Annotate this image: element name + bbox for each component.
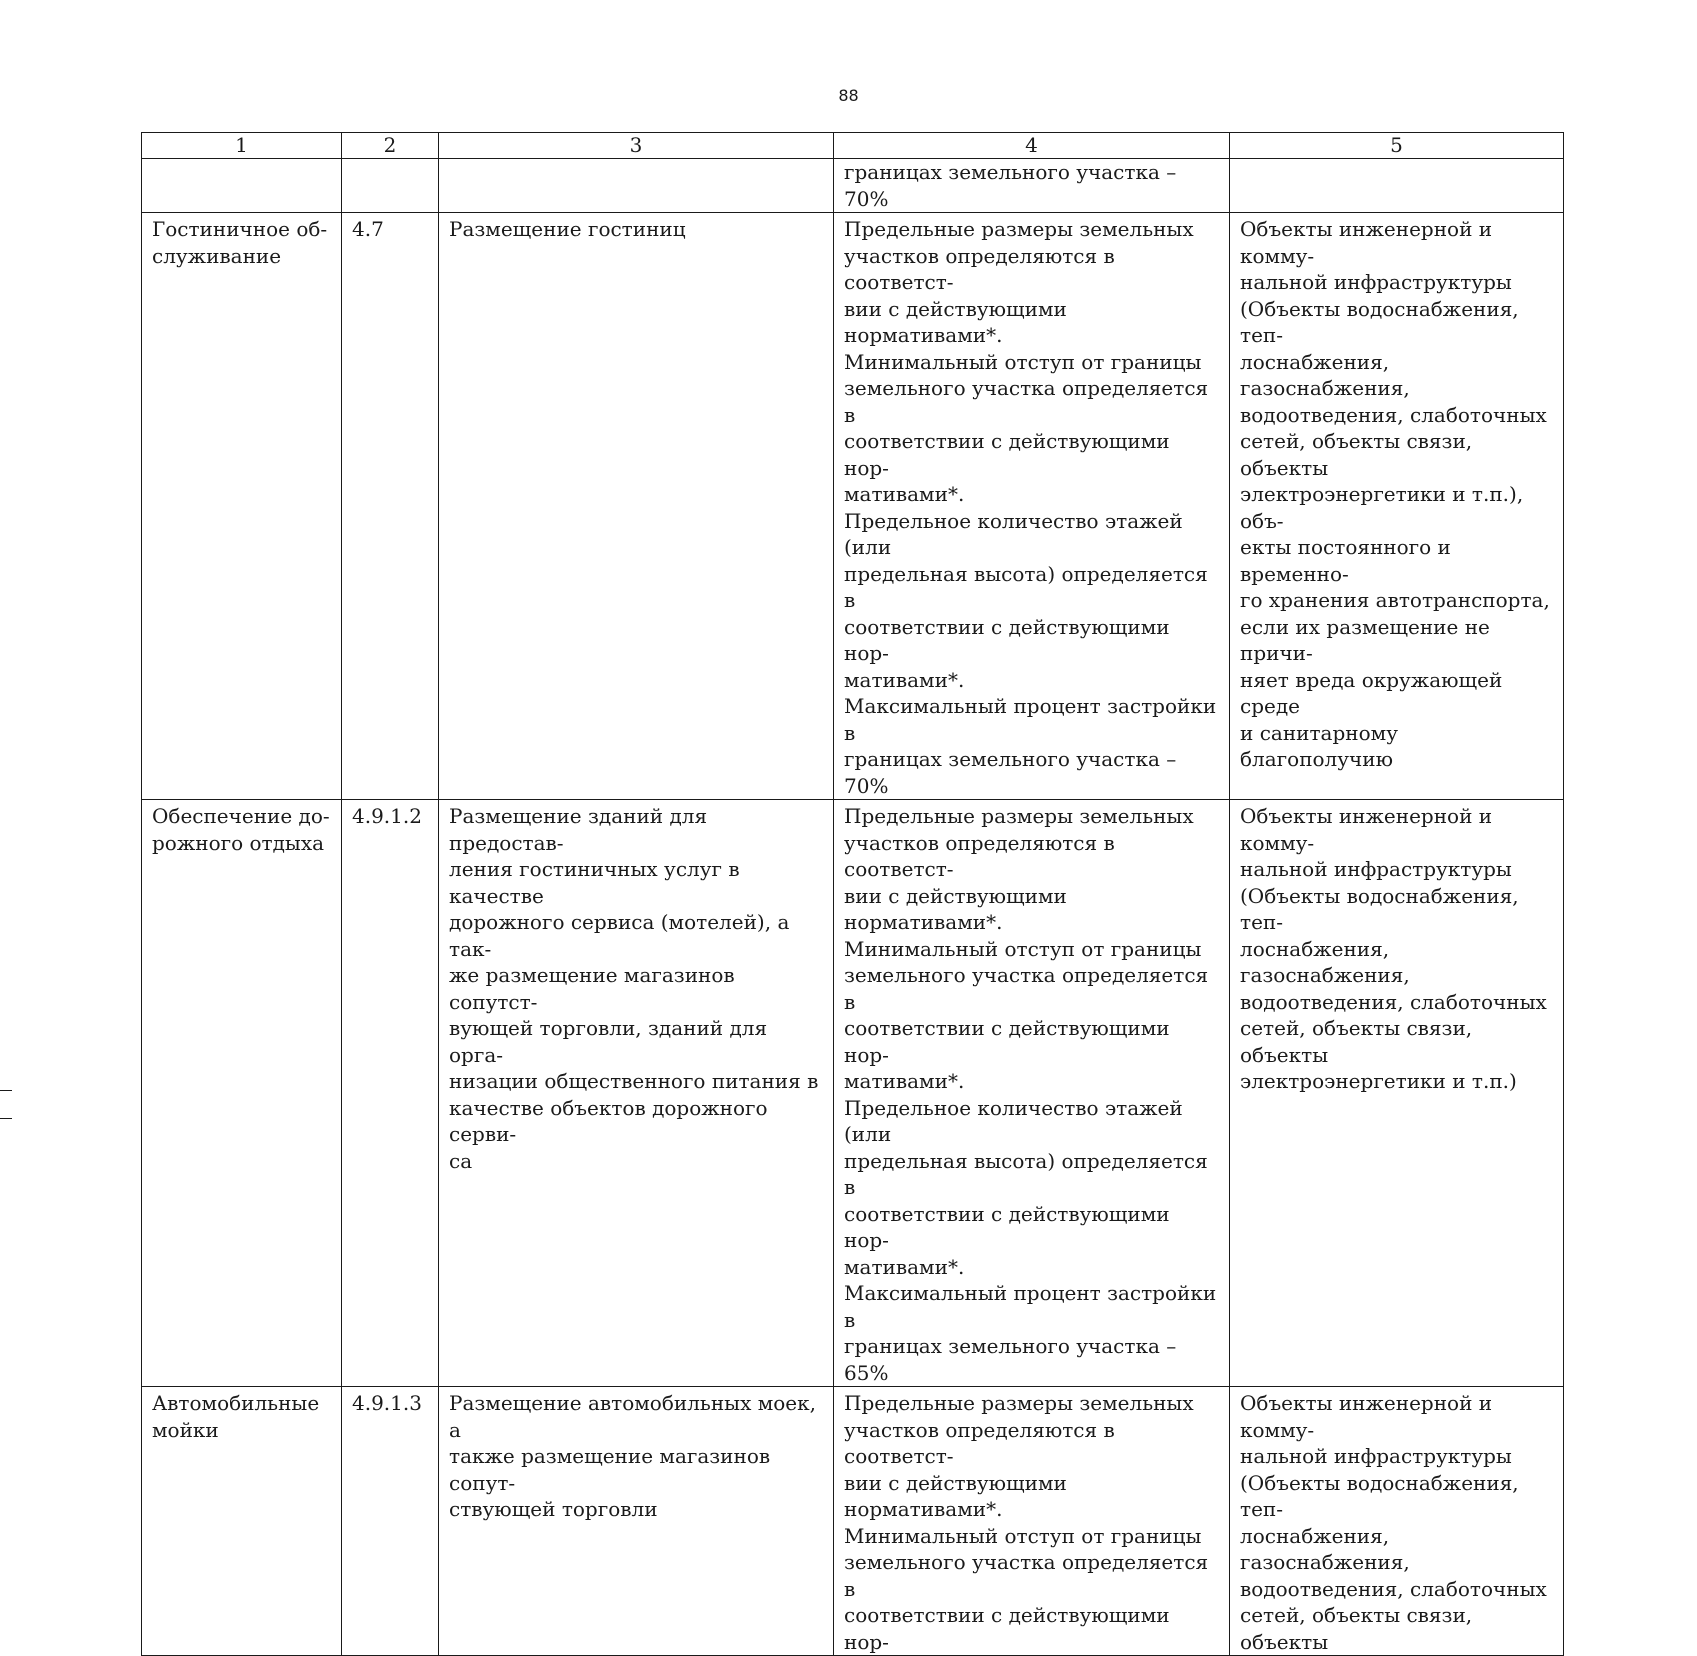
zoning-table (141, 132, 1564, 1656)
cont-cell-1 (142, 159, 342, 213)
continuation-row (142, 159, 1564, 213)
use-description: Размещение зданий для предостав- ления гостиничных услуг в качестве дорожного сервиса (мотелей), а так- же размещение магазинов сопутст- вующей торговли, зданий для орга- низации общественного питания в качестве объектов дорожного серви- са (439, 800, 834, 1387)
use-type-name: Обеспечение до- рожного отдыха (142, 800, 342, 1387)
auxiliary-uses: Объекты инженерной и комму- нальной инфраструктуры (Объекты водоснабжения, теп- лоснабжения, газоснабжения, водоотведения, слаботочных сетей, объекты связи, объекты электроэнергетики и т.п.) (1230, 800, 1564, 1387)
header-cell-4: 4 (834, 133, 1230, 159)
building-parameters: Предельные размеры земельных участков определяются в соответст- вии с действующими нормативами*. Минимальный отступ от границы земельного участка определяется в соответствии с действующими нор- мативами*. Предельное количество этажей (или предельная высота) определяется в соответствии с действующими нор- мативами*. Максимальный процент застройки в границах земельного участка – 65% (834, 800, 1230, 1387)
table-row (142, 213, 1564, 800)
use-type-code: 4.9.1.3 (342, 1387, 439, 1656)
binding-mark (0, 1118, 12, 1119)
cont-cell-4: границах земельного участка – 70% (834, 159, 1230, 213)
building-parameters: Предельные размеры земельных участков определяются в соответст- вии с действующими нормативами*. Минимальный отступ от границы земельного участка определяется в соответствии с действующими нор- (834, 1387, 1230, 1656)
table-row (142, 1387, 1564, 1656)
header-cell-3: 3 (439, 133, 834, 159)
cont-cell-3 (439, 159, 834, 213)
page-number: 88 (838, 86, 859, 105)
table-header-row (142, 133, 1564, 159)
use-description: Размещение автомобильных моек, а также размещение магазинов сопут- ствующей торговли (439, 1387, 834, 1656)
cont-cell-2 (342, 159, 439, 213)
auxiliary-uses: Объекты инженерной и комму- нальной инфраструктуры (Объекты водоснабжения, теп- лоснабжения, газоснабжения, водоотведения, слаботочных сетей, объекты связи, объекты электроэнергетики и т.п.), объ- екты постоянного и временно- го хранения автотранспорта, если их размещение не причи- няет вреда окружающей среде и санитарному благополучию (1230, 213, 1564, 800)
use-description: Размещение гостиниц (439, 213, 834, 800)
cont-cell-5 (1230, 159, 1564, 213)
header-cell-1: 1 (142, 133, 342, 159)
header-cell-5: 5 (1230, 133, 1564, 159)
use-type-name: Автомобильные мойки (142, 1387, 342, 1656)
building-parameters: Предельные размеры земельных участков определяются в соответст- вии с действующими нормативами*. Минимальный отступ от границы земельного участка определяется в соответствии с действующими нор- мативами*. Предельное количество этажей (или предельная высота) определяется в соответствии с действующими нор- мативами*. Максимальный процент застройки в границах земельного участка – 70% (834, 213, 1230, 800)
binding-mark (0, 1090, 12, 1091)
use-type-code: 4.9.1.2 (342, 800, 439, 1387)
table-row (142, 800, 1564, 1387)
header-cell-2: 2 (342, 133, 439, 159)
auxiliary-uses: Объекты инженерной и комму- нальной инфраструктуры (Объекты водоснабжения, теп- лоснабжения, газоснабжения, водоотведения, слаботочных сетей, объекты связи, объекты (1230, 1387, 1564, 1656)
use-type-name: Гостиничное об- служивание (142, 213, 342, 800)
use-type-code: 4.7 (342, 213, 439, 800)
